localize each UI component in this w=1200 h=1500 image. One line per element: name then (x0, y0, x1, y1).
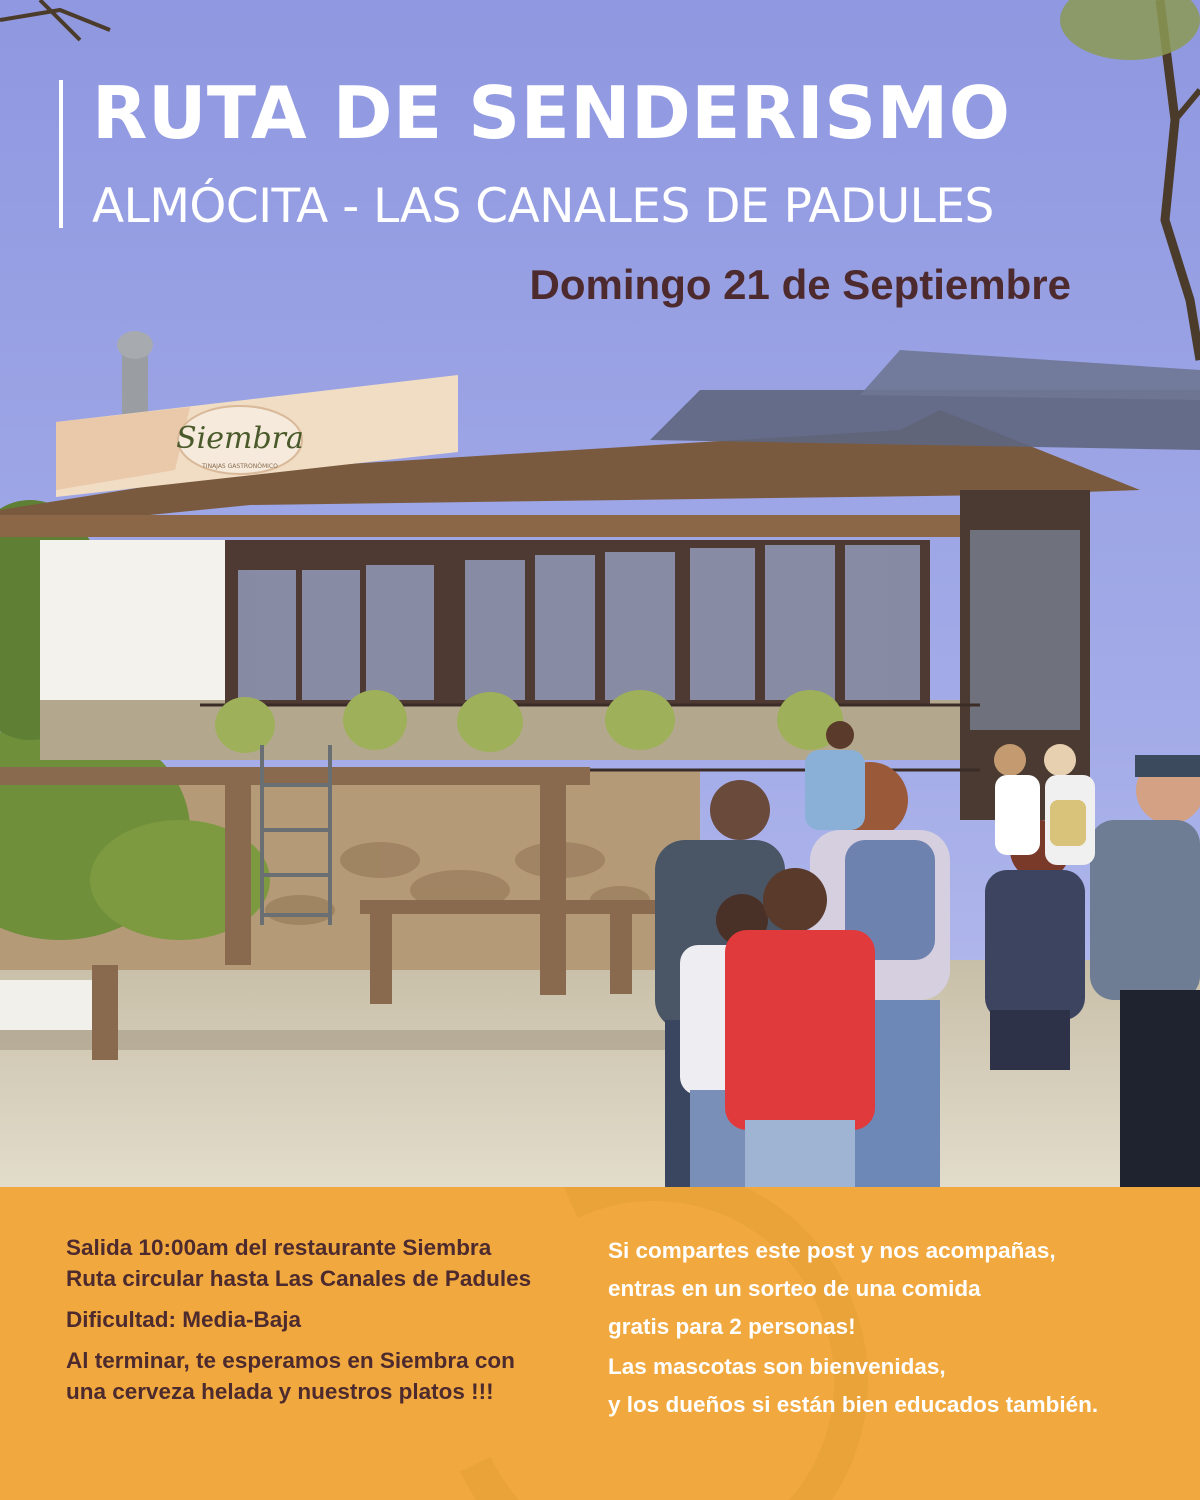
page-title: RUTA DE SENDERISMO (92, 71, 1011, 155)
after-hike-info: Al terminar, te esperamos en Siembra con una cerveza helada y nuestros platos !!! (66, 1348, 515, 1404)
promo-column (608, 1232, 1168, 1426)
departure-info: Salida 10:00am del restaurante Siembra Ruta circular hasta Las Canales de Padules (66, 1235, 532, 1291)
event-date: Domingo 21 de Septiembre (529, 261, 1071, 308)
sign-tagline: TINAJAS GASTRONÓMICO (202, 463, 278, 470)
difficulty-info: Dificultad: Media-Baja (66, 1307, 302, 1332)
info-panel (0, 1187, 1200, 1500)
details-column (66, 1232, 586, 1417)
giveaway-info: Si compartes este post y nos acompañas, entras en un sorteo de una comida gratis para 2 personas! (608, 1238, 1056, 1339)
title-accent-bar (59, 80, 63, 228)
sign-logo: Siembra (176, 421, 304, 456)
pets-info: Las mascotas son bienvenidas, y los dueños si están bien educados también. (608, 1354, 1099, 1417)
route-subtitle: ALMÓCITA - LAS CANALES DE PADULES (92, 179, 994, 234)
